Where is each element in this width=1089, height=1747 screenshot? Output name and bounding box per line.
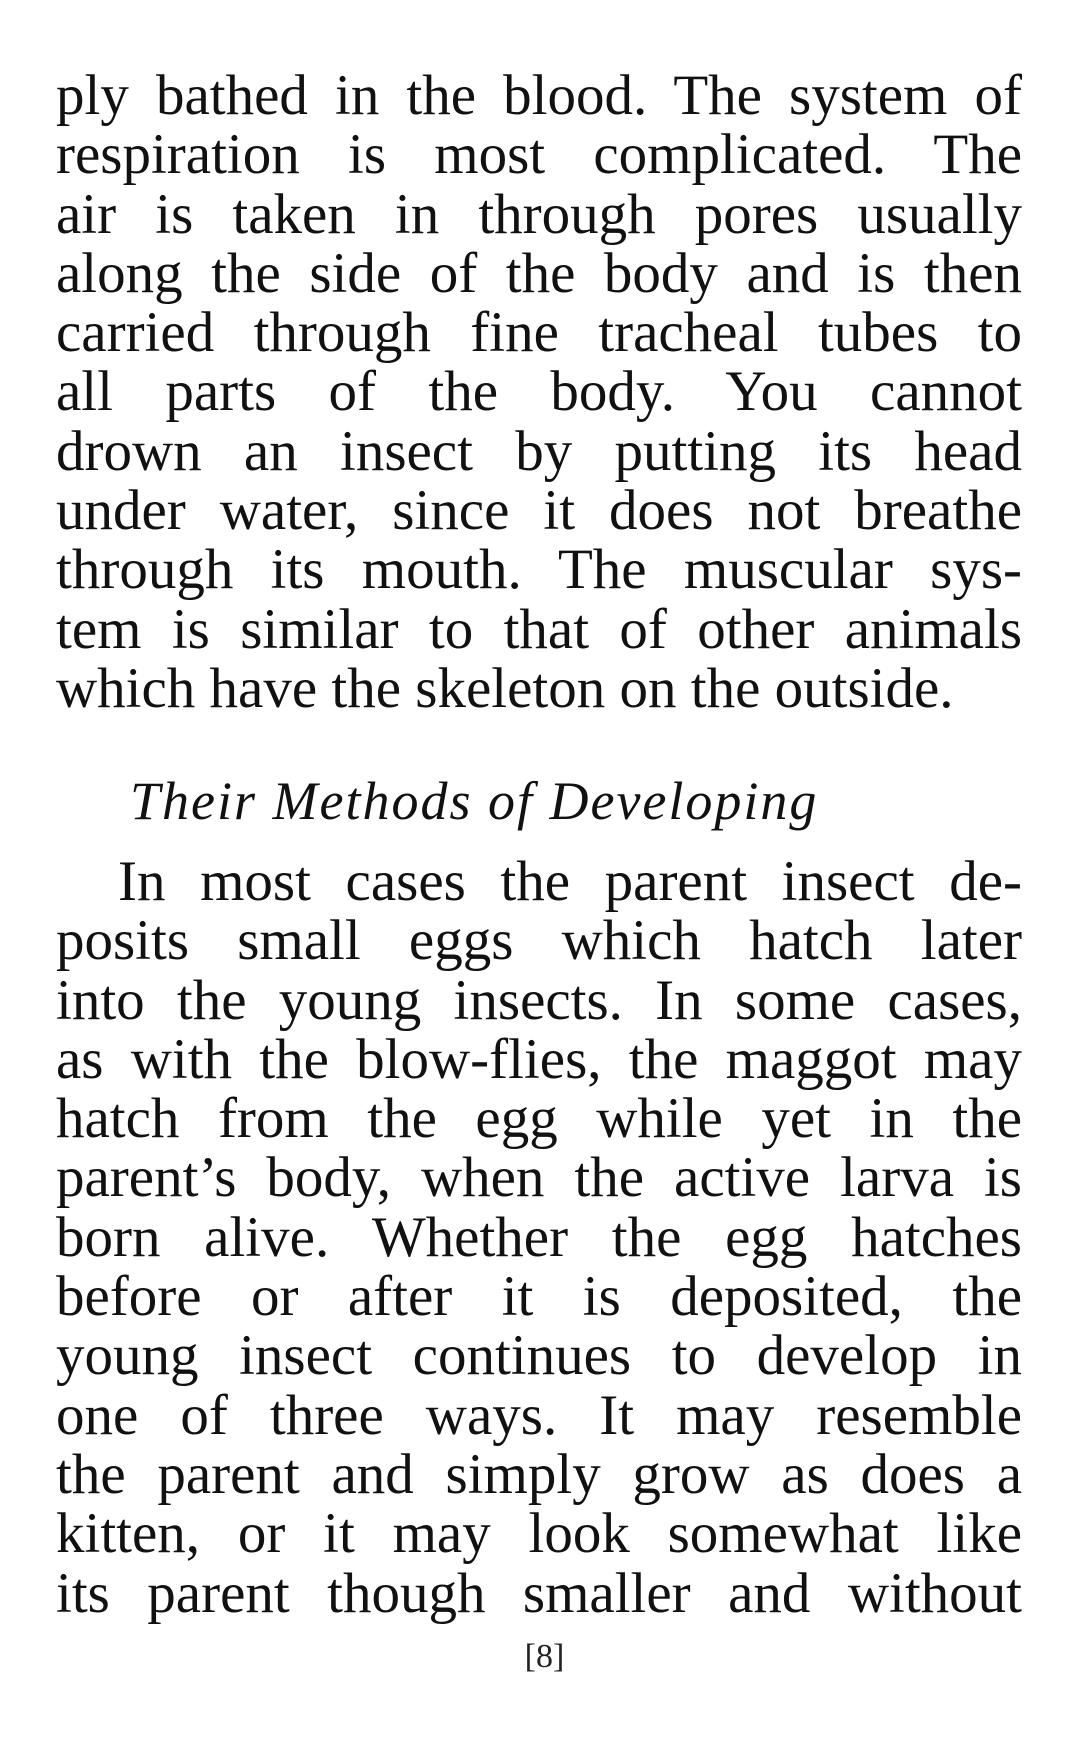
text-line: all parts of the body. You cannot — [56, 360, 1022, 424]
text-line: one of three ways. It may resemble — [56, 1383, 1022, 1447]
text-line: young insect continues to develop in — [56, 1324, 1022, 1388]
body-paragraph — [56, 66, 1022, 718]
text-line: which have the skeleton on the outside. — [56, 656, 954, 720]
text-line: drown an insect by putting its head — [56, 419, 1022, 483]
section-heading: Their Methods of Developing — [130, 771, 819, 831]
text-line: before or after it is deposited, the — [56, 1265, 1022, 1329]
text-line: air is taken in through pores usually — [56, 182, 1022, 246]
text-line: along the side of the body and is then — [56, 241, 1022, 305]
text-line: into the young insects. In some cases, — [56, 968, 1022, 1032]
text-line: tem is similar to that of other animals — [56, 597, 1022, 661]
text-line: ply bathed in the blood. The system of — [56, 64, 1022, 127]
text-line: as with the blow-flies, the maggot may — [56, 1027, 1022, 1091]
text-line: born alive. Whether the egg hatches — [56, 1205, 1022, 1269]
text-line: kitten, or it may look somewhat like — [56, 1502, 1022, 1566]
page-number: [8] — [524, 1638, 565, 1675]
text-line: posits small eggs which hatch later — [56, 909, 1022, 973]
text-line: through its mouth. The muscular sys- — [56, 538, 1022, 602]
text-line: hatch from the egg while yet in the — [56, 1087, 1022, 1151]
text-line: the parent and simply grow as does a — [56, 1442, 1022, 1506]
text-line: respiration is most complicated. The — [56, 123, 1022, 187]
text-line: parent’s body, when the active larva is — [56, 1146, 1022, 1210]
text-line: its parent though smaller and without — [56, 1561, 1022, 1625]
text-line: In most cases the parent insect de- — [118, 850, 1022, 913]
body-paragraph — [56, 852, 1022, 1623]
text-line: carried through fine tracheal tubes to — [56, 301, 1022, 365]
text-line: under water, since it does not breathe — [56, 479, 1022, 543]
